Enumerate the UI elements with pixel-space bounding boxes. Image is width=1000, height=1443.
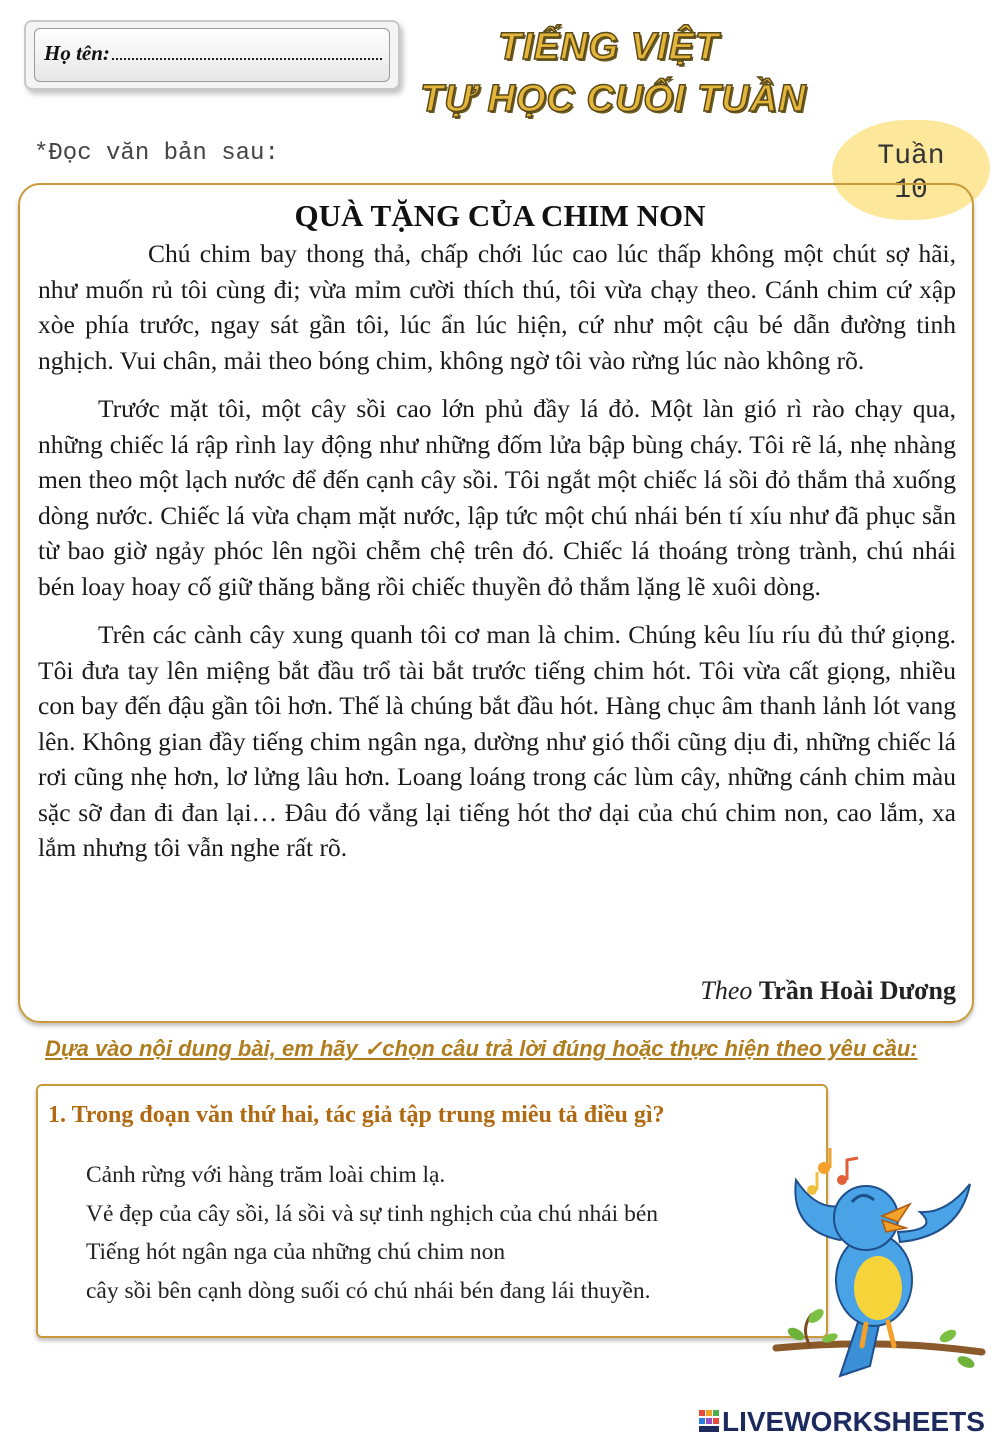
source-prefix: Theo [700, 976, 753, 1005]
reading-instruction: *Đọc văn bản sau: [34, 140, 279, 167]
title-line-2: TỰ HỌC CUỐI TUẦN [420, 78, 807, 120]
answer-option-3[interactable]: Tiếng hót ngân nga của những chú chim non [86, 1239, 506, 1265]
answer-option-4[interactable]: cây sồi bên cạnh dòng suối có chú nhái bén đang lái thuyền. [86, 1277, 651, 1304]
answer-options [86, 1156, 658, 1310]
source-author: Trần Hoài Dương [758, 976, 956, 1005]
passage-source [700, 976, 956, 1006]
logo-text: LIVEWORKSHEETS [722, 1406, 985, 1437]
name-blank[interactable] [112, 40, 382, 60]
week-label: Tuần [877, 141, 945, 172]
answer-option-2[interactable]: Vẻ đẹp của cây sồi, lá sồi và sự tinh nghịch của chú nhái bén [86, 1200, 658, 1227]
liveworksheets-logo [698, 1406, 985, 1440]
passage-title: QUÀ TẶNG CỦA CHIM NON [294, 198, 706, 233]
paragraph-3: Trên các cành cây xung quanh tôi cơ man là chim. Chúng kêu líu ríu đủ thứ giọng. Tôi đưa tay lên miệng bắt đầu trổ tài bắt trước tiếng chim hót. Tôi vừa cất giọng, nhiều con bay đến đậu gần tôi hơn. Thế là chúng bắt đầu hót. Hàng chục âm thanh lảnh lót vang lên. Không gian đầy tiếng chim ngân nga, dường như gió thổi cũng dịu đi, những chiếc lá rơi cũng nhẹ hơn, lơ lửng lâu hơn. Loang loáng trong các lùm cây, những cánh chim màu sặc sỡ đan đi đan lại… Đâu đó vẳng lại tiếng hót thơ dại của chú chim non, cao lắm, xa lắm nhưng tôi vẫn nghe rất rõ. [38, 620, 956, 862]
paragraph-2: Trước mặt tôi, một cây sồi cao lớn phủ đầy lá đỏ. Một làn gió rì rào chạy qua, những chiếc lá rập rình lay động như những đốm lửa bập bùng cháy. Tôi rẽ lá, nhẹ nhàng men theo một lạch nước để đến cạnh cây sồi. Tôi ngắt một chiếc lá sồi đỏ thắm thả xuống dòng nước. Chiếc lá vừa chạm mặt nước, lập tức một chú nhái bén tí xíu như đã phục sẵn từ bao giờ ngảy phóc lên ngồi chễm chệ trên đó. Chiếc lá thoáng tròng trành, chú nhái bén loay hoay cố giữ thăng bằng rồi chiếc thuyền đỏ thắm lặng lẽ xuôi dòng. [38, 394, 956, 601]
name-label: Họ tên: [44, 41, 110, 65]
name-box [24, 20, 400, 90]
name-field[interactable] [44, 40, 382, 66]
week-number: 10 [894, 175, 928, 206]
passage-body [38, 236, 956, 879]
logo-mark-icon [698, 1408, 720, 1436]
music-notes-icon [807, 1148, 858, 1195]
task-direction: Dựa vào nội dung bài, em hãy ✓chọn câu trả lời đúng hoặc thực hiện theo yêu cầu: [45, 1036, 918, 1061]
answer-option-1[interactable]: Cảnh rừng với hàng trăm loài chim lạ. [86, 1162, 446, 1188]
paragraph-1: Chú chim bay thong thả, chấp chới lúc cao lúc thấp không một chút sợ hãi, như muốn rủ tôi cùng đi; vừa mỉm cười thích thú, tôi vừa chạy theo. Cánh chim cứ xập xòe phía trước, ngay sát gần tôi, lúc ẩn lúc hiện, cứ như một cậu bé dẫn đường tinh nghịch. Vui chân, mải theo bóng chim, không ngờ tôi vào rừng lúc nào không rõ. [38, 239, 956, 375]
singing-bird-icon [770, 1140, 990, 1390]
title-line-1: TIẾNG VIỆT [498, 26, 720, 68]
question-title: 1. Trong đoạn văn thứ hai, tác giả tập trung miêu tả điều gì? [48, 1102, 665, 1128]
